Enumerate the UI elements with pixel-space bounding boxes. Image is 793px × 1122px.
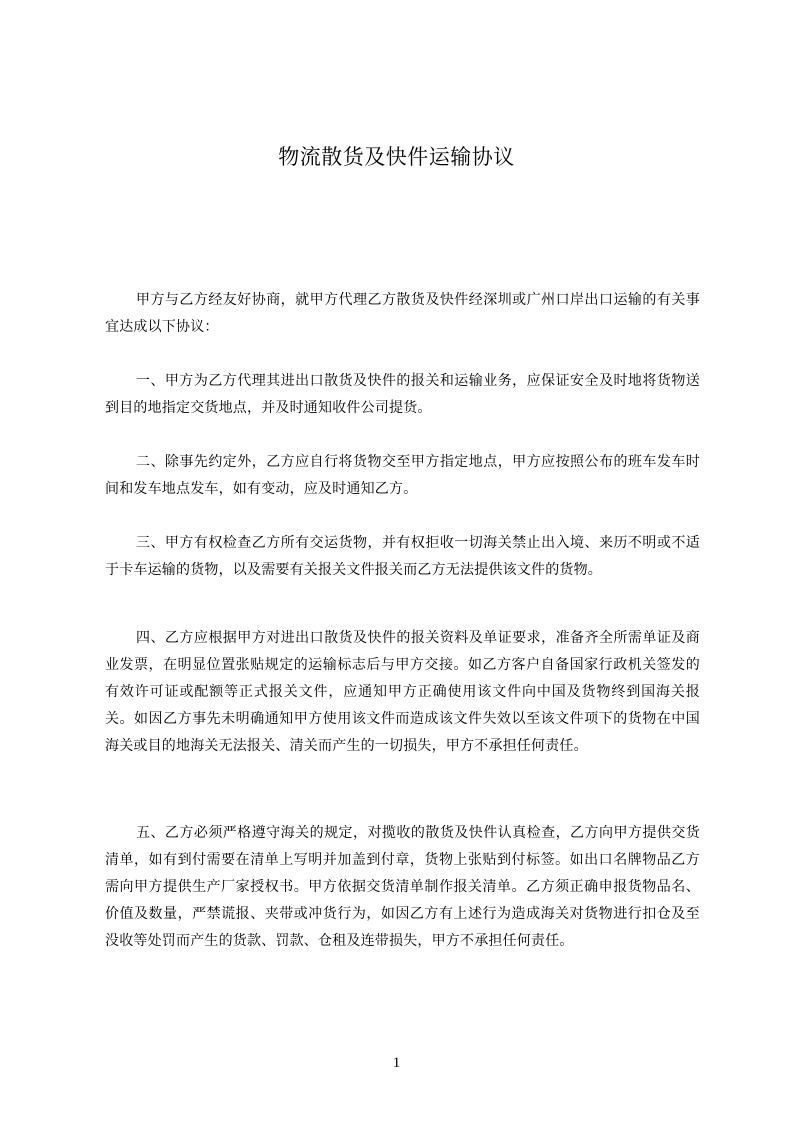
- clause-4-paragraph: 四、乙方应根据甲方对进出口散货及快件的报关资料及单证要求，准备齐全所需单证及商业发票，在明显位置张贴规定的运输标志后与甲方交接。如乙方客户自备国家行政机关签发的有效许可证或配额等正式报关文件，应通知甲方正确使用该文件向中国及货物终到国海关报关。如因乙方事先未明确通知甲方使用该文件而造成该文件失效以至该文件项下的货物在中国海关或目的地海关无法报关、清关而产生的一切损失，甲方不承担任何责任。: [105, 630, 700, 754]
- clause-1-paragraph: 一、甲方为乙方代理其进出口散货及快件的报关和运输业务，应保证安全及时地将货物送到目的地指定交货地点，并及时通知收件公司提货。: [105, 373, 700, 416]
- clause-3-paragraph: 三、甲方有权检查乙方所有交运货物，并有权拒收一切海关禁止出入境、来历不明或不适于卡车运输的货物，以及需要有关报关文件报关而乙方无法提供该文件的货物。: [105, 535, 700, 578]
- document-title: 物流散货及快件运输协议: [278, 145, 515, 169]
- intro-paragraph: 甲方与乙方经友好协商，就甲方代理乙方散货及快件经深圳或广州口岸出口运输的有关事宜达成以下协议：: [105, 292, 700, 335]
- clause-5-paragraph: 五、乙方必须严格遵守海关的规定，对揽收的散货及快件认真检查，乙方向甲方提供交货清单，如有到付需要在清单上写明并加盖到付章，货物上张贴到付标签。如出口名牌物品乙方需向甲方提供生产厂家授权书。甲方依据交货清单制作报关清单。乙方须正确申报货物品名、价值及数量，严禁谎报、夹带或冲货行为，如因乙方有上述行为造成海关对货物进行扣仓及至没收等处罚而产生的货款、罚款、仓租及连带损失，甲方不承担任何责任。: [105, 825, 700, 949]
- clause-2-paragraph: 二、除事先约定外，乙方应自行将货物交至甲方指定地点，甲方应按照公布的班车发车时间和发车地点发车，如有变动，应及时通知乙方。: [105, 454, 700, 497]
- page-number: 1: [392, 1055, 401, 1071]
